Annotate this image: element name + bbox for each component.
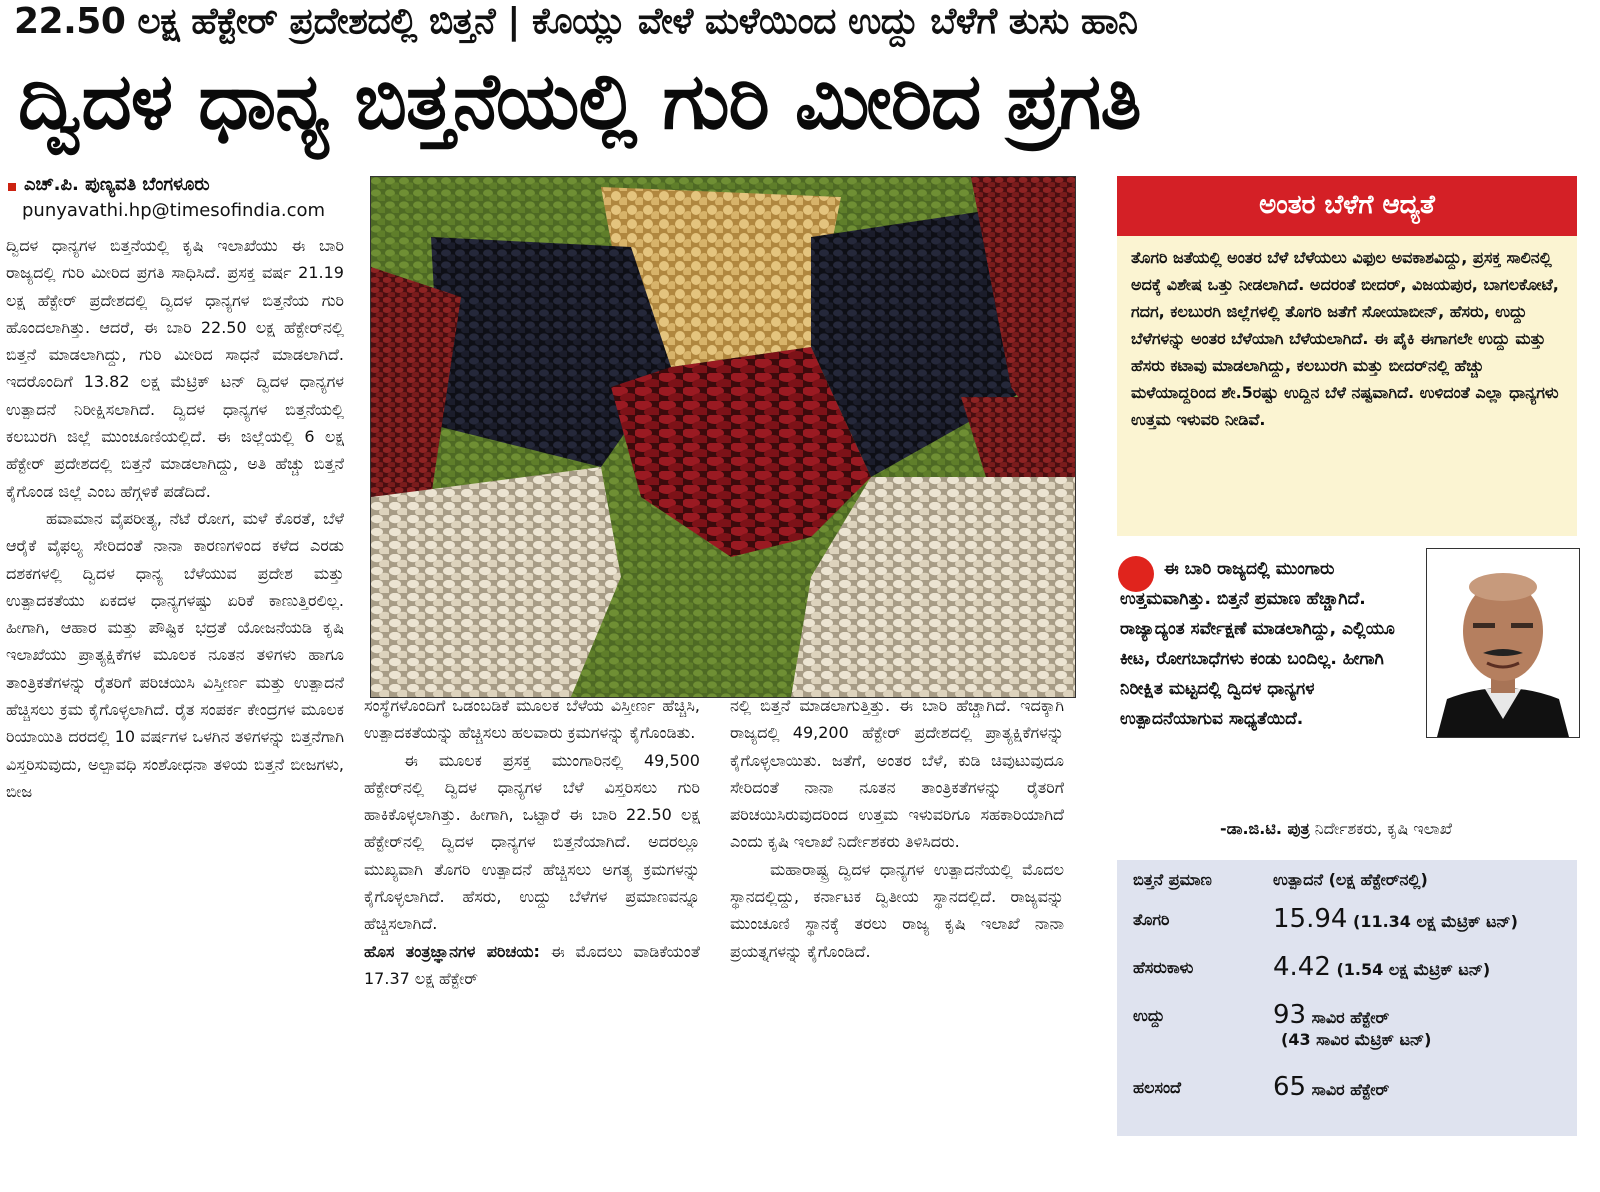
quote-block (1120, 554, 1420, 734)
paragraph-text: ಈ ಮೊದಲು ವಾಡಿಕೆಯಂತೆ 17.37 ಲಕ್ಷ ಹೆಕ್ಟೇರ್ (364, 941, 700, 988)
paragraph: ನಲ್ಲಿ ಬಿತ್ತನೆ ಮಾಡಲಾಗುತ್ತಿತ್ತು. ಈ ಬಾರಿ ಹೆಚ್ಚಾಗಿದೆ. ಇದಕ್ಕಾಗಿ ರಾಜ್ಯದಲ್ಲಿ 49,200 ಹೆಕ್ಟೇರ್ ಪ್ರದೇಶದಲ್ಲಿ ಪ್ರಾತ್ಯಕ್ಷಿಕೆಗಳನ್ನು ಕೈಗೊಳ್ಳಲಾಯಿತು. ಜತೆಗೆ, ಅಂತರ ಬೆಳೆ, ಕುಡಿ ಚಿವುಟುವುದೂ ಸೇರಿದಂತೆ ನಾನಾ ನೂತನ ತಾಂತ್ರಿಕತೆಗಳನ್ನು ರೈತರಿಗೆ ಪರಿಚಯಿಸಿರುವುದರಿಂದ ಉತ್ತಮ ಇಳುವರಿಗೂ ಸಹಕಾರಿಯಾಗಿದೆ ಎಂದು ಕೃಷಿ ಇಲಾಖೆ ನಿರ್ದೇಶಕರು ತಿಳಿಸಿದರು. (730, 696, 1064, 852)
paragraph: ಮಹಾರಾಷ್ಟ್ರ ದ್ವಿದಳ ಧಾನ್ಯಗಳ ಉತ್ಪಾದನೆಯಲ್ಲಿ ಮೊದಲ ಸ್ಥಾನದಲ್ಲಿದ್ದು, ಕರ್ನಾಟಕ ದ್ವಿತೀಯ ಸ್ಥಾನದಲ್ಲಿದೆ. ರಾಜ್ಯವನ್ನು ಮುಂಚೂಣಿ ಸ್ಥಾನಕ್ಕೆ ತರಲು ರಾಜ್ಯ ಕೃಷಿ ಇಲಾಖೆ ನಾನಾ ಪ್ರಯತ್ನಗಳನ್ನು ಕೈಗೊಂಡಿದೆ. (730, 859, 1064, 961)
production-table (1117, 860, 1577, 1136)
quote-role: ನಿರ್ದೇಶಕರು, ಕೃಷಿ ಇಲಾಖೆ (1314, 819, 1452, 838)
table-header (1133, 870, 1561, 904)
byline-email[interactable]: punyavathi.hp@timesofindia.com (22, 200, 326, 221)
paragraph: ಸಂಸ್ಥೆಗಳೊಂದಿಗೆ ಒಡಂಬಡಿಕೆ ಮೂಲಕ ಬೆಳೆಯ ವಿಸ್ತೀರ್ಣ ಹೆಚ್ಚಿಸಿ, ಉತ್ಪಾದಕತೆಯನ್ನು ಹೆಚ್ಚಿಸಲು ಹಲವಾರು ಕ್ರಮಗಳನ್ನು ಕೈಗೊಂಡಿತು. (364, 696, 700, 743)
article-column-3 (730, 692, 1064, 1122)
table-row (1133, 1000, 1561, 1072)
table-value (1273, 952, 1490, 982)
table-figure: 4.42 (1273, 952, 1331, 982)
table-figure: 15.94 (1273, 904, 1348, 934)
table-row (1133, 1072, 1561, 1120)
portrait-illustration (1427, 549, 1579, 737)
table-value (1273, 1072, 1389, 1102)
paragraph: ಈ ಮೂಲಕ ಪ್ರಸಕ್ತ ಮುಂಗಾರಿನಲ್ಲಿ 49,500 ಹೆಕ್ಟೇರ್‌ನಲ್ಲಿ ದ್ವಿದಳ ಧಾನ್ಯಗಳ ಬೆಳೆ ವಿಸ್ತರಿಸಲು ಗುರಿ ಹಾಕಿಕೊಳ್ಳಲಾಗಿತ್ತು. ಹೀಗಾಗಿ, ಒಟ್ಟಾರೆ ಈ ಬಾರಿ 22.50 ಲಕ್ಷ ಹೆಕ್ಟೇರ್‌ನಲ್ಲಿ ದ್ವಿದಳ ಧಾನ್ಯಗಳ ಬಿತ್ತನೆಯಾಗಿದೆ. ಅದರಲ್ಲೂ ಮುಖ್ಯವಾಗಿ ತೊಗರಿ ಉತ್ಪಾದನೆ ಹೆಚ್ಚಿಸಲು ಅಗತ್ಯ ಕ್ರಮಗಳನ್ನು ಕೈಗೊಳ್ಳಲಾಗಿದೆ. ಹೆಸರು, ಉದ್ದು ಬೆಳೆಗಳ ಪ್ರಮಾಣವನ್ನೂ ಹೆಚ್ಚಿಸಲಾಗಿದೆ. (364, 750, 700, 934)
beans-illustration (371, 177, 1075, 697)
table-crop: ಹೆಸರುಕಾಳು (1133, 958, 1194, 977)
table-value (1273, 904, 1518, 934)
table-unit: ಸಾವಿರ ಹೆಕ್ಟೇರ್ (1311, 1008, 1390, 1027)
table-row (1133, 952, 1561, 1000)
table-figure: 93 (1273, 1000, 1307, 1030)
table-figure: 65 (1273, 1072, 1307, 1102)
quote-attribution (1220, 816, 1580, 842)
sidebar-text: ತೊಗರಿ ಜತೆಯಲ್ಲಿ ಅಂತರ ಬೆಳೆ ಬೆಳೆಯಲು ವಿಫುಲ ಅವಕಾಶವಿದ್ದು, ಪ್ರಸಕ್ತ ಸಾಲಿನಲ್ಲಿ ಅದಕ್ಕೆ ವಿಶೇಷ ಒತ್ತು ನೀಡಲಾಗಿದೆ. ಅದರಂತೆ ಬೀದರ್, ವಿಜಯಪುರ, ಬಾಗಲಕೋಟೆ, ಗದಗ, ಕಲಬುರಗಿ ಜಿಲ್ಲೆಗಳಲ್ಲಿ ತೊಗರಿ ಜತೆಗೆ ಸೋಯಾಬೀನ್, ಹೆಸರು, ಉದ್ದು ಬೆಳೆಗಳನ್ನು ಅಂತರ ಬೆಳೆಯಾಗಿ ಬೆಳೆಯಲಾಗಿದೆ. ಈ ಪೈಕಿ ಈಗಾಗಲೇ ಉದ್ದು ಮತ್ತು ಹೆಸರು ಕಟಾವು ಮಾಡಲಾಗಿದ್ದು, ಕಲಬುರಗಿ ಮತ್ತು ಬೀದರ್‌ನಲ್ಲಿ ಹೆಚ್ಚು ಮಳೆಯಾದ್ದರಿಂದ ಶೇ.5ರಷ್ಟು ಉದ್ದಿನ ಬೆಳೆ ನಷ್ಟವಾಗಿದೆ. ಉಳಿದಂತೆ ಎಲ್ಲಾ ಧಾನ್ಯಗಳು ಉತ್ತಮ ಇಳುವರಿ ನೀಡಿವೆ. (1131, 248, 1559, 429)
table-header-crop: ಬಿತ್ತನೆ ಪ್ರಮಾಣ (1133, 870, 1212, 889)
table-unit: (1.54 ಲಕ್ಷ ಮೆಟ್ರಿಕ್ ಟನ್) (1336, 960, 1491, 979)
byline-author: ಎಚ್.ಪಿ. ಪುಣ್ಯವತಿ ಬೆಂಗಳೂರು (24, 174, 210, 195)
paragraph: ಹವಾಮಾನ ವೈಪರೀತ್ಯ, ನೆಟೆ ರೋಗ, ಮಳೆ ಕೊರತೆ, ಬೆಳೆ ಆರೈಕೆ ವೈಫಲ್ಯ ಸೇರಿದಂತೆ ನಾನಾ ಕಾರಣಗಳಿಂದ ಕಳೆದ ಎರಡು ದಶಕಗಳಲ್ಲಿ ದ್ವಿದಳ ಧಾನ್ಯ ಬೆಳೆಯುವ ಪ್ರದೇಶ ಮತ್ತು ಉತ್ಪಾದಕತೆಯು ಏಕದಳ ಧಾನ್ಯಗಳಷ್ಟು ಏರಿಕೆ ಕಾಣುತ್ತಿರಲಿಲ್ಲ. ಹೀಗಾಗಿ, ಆಹಾರ ಮತ್ತು ಪೌಷ್ಟಿಕ ಭದ್ರತೆ ಯೋಜನೆಯಡಿ ಕೃಷಿ ಇಲಾಖೆಯು ಪ್ರಾತ್ಯಕ್ಷಿಕೆಗಳ ಮೂಲಕ ನೂತನ ತಳಿಗಳು ಹಾಗೂ ತಾಂತ್ರಿಕತೆಗಳನ್ನು ರೈತರಿಗೆ ಪರಿಚಯಿಸಿ ವಿಸ್ತೀರ್ಣ ಮತ್ತು ಉತ್ಪಾದನೆ ಹೆಚ್ಚಿಸಲು ಕ್ರಮ ಕೈಗೊಳ್ಳಲಾಗಿದೆ. ರೈತ ಸಂಪರ್ಕ ಕೇಂದ್ರಗಳ ಮೂಲಕ ರಿಯಾಯಿತಿ ದರದಲ್ಲಿ 10 ವರ್ಷಗಳ ಒಳಗಿನ ತಳಿಗಳನ್ನು ಬಿತ್ತನೆಗಾಗಿ ವಿಸ್ತರಿಸುವುದು, ಅಲ್ಪಾವಧಿ ಸಂಶೋಧನಾ ತಳಿಯ ಬಿತ್ತನೆ ಬೀಜಗಳು, ಬೀಜ (6, 508, 344, 801)
sidebar-title: ಅಂತರ ಬೆಳೆಗೆ ಆದ್ಯತೆ (1117, 176, 1577, 236)
table-header-production: ಉತ್ಪಾದನೆ (ಲಕ್ಷ ಹೆಕ್ಟೇರ್‌ನಲ್ಲಿ) (1273, 870, 1428, 889)
table-value (1273, 1000, 1431, 1050)
table-extra: (43 ಸಾವಿರ ಮೆಟ್ರಿಕ್ ಟನ್) (1281, 1030, 1432, 1049)
beans-photo (370, 176, 1076, 698)
table-crop: ಹಲಸಂದೆ (1133, 1078, 1182, 1097)
byline-bullet (8, 183, 16, 191)
director-portrait (1426, 548, 1580, 738)
kicker-line: 22.50 ಲಕ್ಷ ಹೆಕ್ಟೇರ್ ಪ್ರದೇಶದಲ್ಲಿ ಬಿತ್ತನೆ | ಕೊಯ್ಲು ವೇಳೆ ಮಳೆಯಿಂದ ಉದ್ದು ಬೆಳೆಗೆ ತುಸು ಹಾನಿ (14, 1, 1138, 42)
table-unit: (11.34 ಲಕ್ಷ ಮೆಟ್ರಿಕ್ ಟನ್) (1353, 912, 1518, 931)
headline: ದ್ವಿದಳ ಧಾನ್ಯ ಬಿತ್ತನೆಯಲ್ಲಿ ಗುರಿ ಮೀರಿದ ಪ್ರಗತಿ (18, 57, 1141, 147)
paragraph (364, 938, 700, 993)
table-crop: ಉದ್ದು (1133, 1006, 1165, 1025)
article-column-2 (364, 692, 700, 1122)
quote-text: ಈ ಬಾರಿ ರಾಜ್ಯದಲ್ಲಿ ಮುಂಗಾರು ಉತ್ತಮವಾಗಿತ್ತು. ಬಿತ್ತನೆ ಪ್ರಮಾಣ ಹೆಚ್ಚಾಗಿದೆ. ರಾಜ್ಯಾದ್ಯಂತ ಸರ್ವೇಕ್ಷಣೆ ಮಾಡಲಾಗಿದ್ದು, ಎಲ್ಲಿಯೂ ಕೀಟ, ರೋಗಬಾಧೆಗಳು ಕಂಡು ಬಂದಿಲ್ಲ. ಹೀಗಾಗಿ ನಿರೀಕ್ಷಿತ ಮಟ್ಟದಲ್ಲಿ ದ್ವಿದಳ ಧಾನ್ಯಗಳ ಉತ್ಪಾದನೆಯಾಗುವ ಸಾಧ್ಯತೆಯಿದೆ. (1120, 559, 1395, 729)
table-crop: ತೊಗರಿ (1133, 910, 1170, 929)
article-column-1 (6, 232, 344, 1132)
table-row (1133, 904, 1561, 952)
sidebar-body (1117, 236, 1577, 536)
paragraph: ದ್ವಿದಳ ಧಾನ್ಯಗಳ ಬಿತ್ತನೆಯಲ್ಲಿ ಕೃಷಿ ಇಲಾಖೆಯು ಈ ಬಾರಿ ರಾಜ್ಯದಲ್ಲಿ ಗುರಿ ಮೀರಿದ ಪ್ರಗತಿ ಸಾಧಿಸಿದೆ. ಪ್ರಸಕ್ತ ವರ್ಷ 21.19 ಲಕ್ಷ ಹೆಕ್ಟೇರ್ ಪ್ರದೇಶದಲ್ಲಿ ದ್ವಿದಳ ಧಾನ್ಯಗಳ ಬಿತ್ತನೆಯ ಗುರಿ ಹೊಂದಲಾಗಿತ್ತು. ಆದರೆ, ಈ ಬಾರಿ 22.50 ಲಕ್ಷ ಹೆಕ್ಟೇರ್‌ನಲ್ಲಿ ಬಿತ್ತನೆ ಮಾಡಲಾಗಿದ್ದು, ಗುರಿ ಮೀರಿದ ಸಾಧನೆ ಮಾಡಲಾಗಿದೆ. ಇದರೊಂದಿಗೆ 13.82 ಲಕ್ಷ ಮೆಟ್ರಿಕ್ ಟನ್ ದ್ವಿದಳ ಧಾನ್ಯಗಳ ಉತ್ಪಾದನೆ ನಿರೀಕ್ಷಿಸಲಾಗಿದೆ. ದ್ವಿದಳ ಧಾನ್ಯಗಳ ಬಿತ್ತನೆಯಲ್ಲಿ ಕಲಬುರಗಿ ಜಿಲ್ಲೆ ಮುಂಚೂಣಿಯಲ್ಲಿದೆ. ಈ ಜಿಲ್ಲೆಯಲ್ಲಿ 6 ಲಕ್ಷ ಹೆಕ್ಟೇರ್ ಪ್ರದೇಶದಲ್ಲಿ ಬಿತ್ತನೆ ಮಾಡಲಾಗಿದ್ದು, ಅತಿ ಹೆಚ್ಚು ಬಿತ್ತನೆ ಕೈಗೊಂಡ ಜಿಲ್ಲೆ ಎಂಬ ಹೆಗ್ಗಳಿಕೆ ಪಡೆದಿದೆ. (6, 236, 344, 501)
subheading: ಹೊಸ ತಂತ್ರಜ್ಞಾನಗಳ ಪರಿಚಯ: (364, 941, 540, 961)
quote-author: -ಡಾ.ಜಿ.ಟಿ. ಪುತ್ರ (1220, 819, 1310, 838)
table-unit: ಸಾವಿರ ಹೆಕ್ಟೇರ್ (1311, 1080, 1390, 1099)
